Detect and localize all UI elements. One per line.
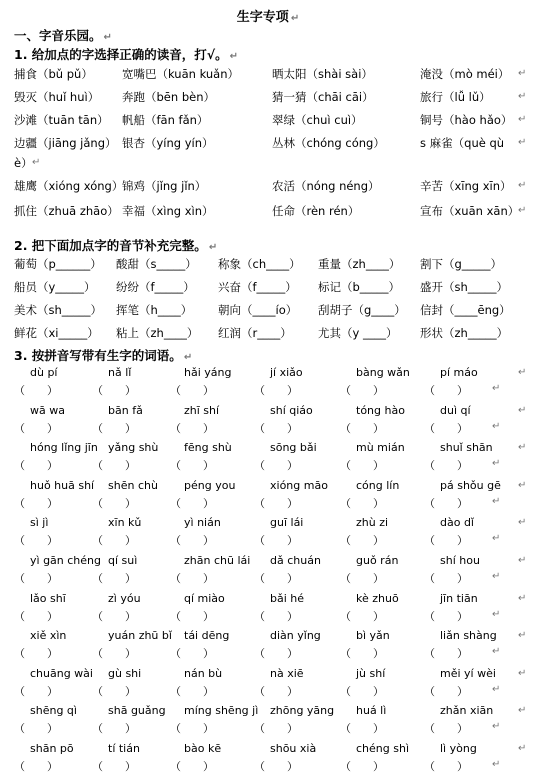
answer-blank: （ ） [92, 497, 136, 510]
pinyin-prompt: huá lì [356, 704, 387, 717]
pinyin-prompt: nà xiē [270, 667, 304, 680]
answer-blank: （ ） [170, 459, 214, 472]
pinyin-prompt: shān pō [30, 742, 74, 755]
pinyin-prompt: hóng lǐng jīn [30, 441, 98, 454]
answer-blank: （ ） [14, 384, 58, 397]
answer-blank: （ ） [424, 610, 468, 623]
pinyin-prompt: nǎ lǐ [108, 366, 132, 379]
pinyin-prompt: qí suì [108, 554, 138, 567]
pinyin-prompt: sì jì [30, 516, 49, 529]
answer-blank: （ ） [92, 459, 136, 472]
answer-blank: （ ） [340, 497, 384, 510]
answer-blank: （ ） [424, 459, 468, 472]
paragraph-mark-icon: ↵ [492, 571, 501, 582]
answer-blank: （ ） [14, 610, 58, 623]
reading-choice-item: 雄鹰（xióng xóng） [14, 179, 124, 193]
answer-blank: （ ） [254, 422, 298, 435]
pinyin-prompt: zhī shí [184, 404, 220, 417]
answer-blank: （ ） [254, 459, 298, 472]
syllable-fill-item: 盛开（sh_____） [420, 280, 509, 294]
paragraph-mark-icon: ↵ [492, 684, 501, 695]
reading-choice-item: 奔跑（bēn bèn） [122, 90, 215, 104]
pinyin-prompt: tí tián [108, 742, 140, 755]
answer-blank: （ ） [340, 760, 384, 773]
answer-blank: （ ） [92, 722, 136, 735]
pinyin-prompt: jí xiǎo [270, 366, 303, 379]
paragraph-mark-icon: ↵ [290, 13, 300, 24]
paragraph-mark-icon: ↵ [518, 705, 527, 716]
pinyin-prompt: shuǐ shān [440, 441, 493, 454]
pinyin-prompt: cóng lín [356, 479, 400, 492]
pinyin-prompt: guī lái [270, 516, 304, 529]
answer-blank: （ ） [254, 610, 298, 623]
pinyin-prompt: shēn chù [108, 479, 158, 492]
paragraph-mark-icon: ↵ [492, 759, 501, 770]
pinyin-prompt: shā guǎng [108, 704, 166, 717]
pinyin-prompt: bì yǎn [356, 629, 390, 642]
reading-choice-item: 沙滩（tuān tān） [14, 113, 109, 127]
pinyin-prompt: xīn kǔ [108, 516, 142, 529]
reading-choice-item: 翠绿（chuì cuì） [272, 113, 363, 127]
reading-choice-item: 毁灭（huǐ huì） [14, 90, 100, 104]
answer-blank: （ ） [14, 534, 58, 547]
syllable-fill-item: 刮胡子（g____） [318, 303, 406, 317]
paragraph-mark-icon: ↵ [492, 646, 501, 657]
pinyin-prompt: qí miào [184, 592, 225, 605]
reading-choice-item: 任命（rèn rén） [272, 204, 360, 218]
syllable-fill-item: 信封（____ēng） [420, 303, 511, 317]
paragraph-mark-icon: ↵ [492, 533, 501, 544]
pinyin-prompt: yuán zhū bǐ [108, 629, 172, 642]
pinyin-prompt: wā wa [30, 404, 65, 417]
reading-choice-item: 淹没（mò méi） [420, 67, 510, 81]
pinyin-prompt: měi yí wèi [440, 667, 496, 680]
paragraph-mark-icon: ↵ [518, 668, 527, 679]
paragraph-mark-icon: ↵ [518, 743, 527, 754]
pinyin-prompt: hǎi yáng [184, 366, 232, 379]
answer-blank: （ ） [170, 497, 214, 510]
syllable-fill-item: 红润（r____） [218, 326, 292, 340]
paragraph-mark-icon: ↵ [492, 458, 501, 469]
pinyin-prompt: jīn tiān [440, 592, 478, 605]
answer-blank: （ ） [424, 647, 468, 660]
answer-blank: （ ） [14, 722, 58, 735]
pinyin-prompt: xiě xìn [30, 629, 67, 642]
reading-choice-item: 捕食（bǔ pǔ） [14, 67, 93, 81]
paragraph-mark-icon: ↵ [518, 91, 527, 102]
pinyin-prompt: bān fǎ [108, 404, 143, 417]
answer-blank: （ ） [92, 384, 136, 397]
answer-blank: （ ） [340, 685, 384, 698]
syllable-fill-item: 兴奋（f_____） [218, 280, 297, 294]
paragraph-mark-icon: ↵ [492, 421, 501, 432]
answer-blank: （ ） [340, 384, 384, 397]
pinyin-prompt: lì yòng [440, 742, 477, 755]
pinyin-prompt: guǒ rán [356, 554, 399, 567]
reading-choice-item: s 麻雀（què qù [420, 136, 505, 150]
answer-blank: （ ） [424, 497, 468, 510]
pinyin-prompt: fēng shù [184, 441, 232, 454]
syllable-fill-item: 尤其（y ____） [318, 326, 398, 340]
answer-blank: （ ） [14, 685, 58, 698]
syllable-fill-item: 形状（zh_____） [420, 326, 509, 340]
reading-choice-item: 宣布（xuān xān） [420, 204, 520, 218]
paragraph-mark-icon: ↵ [518, 137, 527, 148]
answer-blank: （ ） [340, 722, 384, 735]
paragraph-mark-icon: ↵ [492, 496, 501, 507]
paragraph-mark-icon: ↵ [103, 32, 112, 43]
reading-choice-item: 锦鸡（jǐng jǐn） [122, 179, 207, 193]
pinyin-prompt: tóng hào [356, 404, 405, 417]
syllable-fill-item: 割下（g_____） [420, 257, 503, 271]
syllable-fill-item: 朝向（____ío） [218, 303, 298, 317]
paragraph-mark-icon: ↵ [492, 721, 501, 732]
answer-blank: （ ） [254, 534, 298, 547]
pinyin-prompt: shí qiáo [270, 404, 313, 417]
paragraph-mark-icon: ↵ [183, 352, 193, 363]
pinyin-prompt: duì qí [440, 404, 471, 417]
pinyin-prompt: míng shēng jì [184, 704, 259, 717]
answer-blank: （ ） [14, 422, 58, 435]
pinyin-prompt: zhān chū lái [184, 554, 251, 567]
page-title: 生字专项 ↵ [236, 10, 300, 25]
reading-choice-item: 银杏（yíng yín） [122, 136, 214, 150]
pinyin-prompt: dù pí [30, 366, 58, 379]
pinyin-prompt: kè zhuō [356, 592, 399, 605]
reading-choice-item: 边疆（jiāng jǎng） [14, 136, 117, 150]
section3-heading: 3. 按拼音写带有生字的词语。 ↵ [14, 348, 193, 363]
paragraph-mark-icon: ↵ [518, 517, 527, 528]
paragraph-mark-icon: ↵ [208, 242, 218, 253]
pinyin-prompt: chuāng wài [30, 667, 93, 680]
reading-choice-item: 抓住（zhuā zhāo） [14, 204, 119, 218]
reading-choice-item: 猜一猜（chāi cāi） [272, 90, 374, 104]
answer-blank: （ ） [254, 572, 298, 585]
syllable-fill-item: 酸甜（s_____） [116, 257, 197, 271]
pinyin-prompt: tái dēng [184, 629, 230, 642]
answer-blank: （ ） [170, 685, 214, 698]
pinyin-prompt: zì yóu [108, 592, 141, 605]
pinyin-prompt: xióng māo [270, 479, 328, 492]
answer-blank: （ ） [14, 497, 58, 510]
section2-heading: 2. 把下面加点字的音节补充完整。 ↵ [14, 238, 218, 253]
pinyin-prompt: gù shi [108, 667, 142, 680]
pinyin-prompt: diàn yǐng [270, 629, 321, 642]
paragraph-mark-icon: ↵ [518, 205, 527, 216]
reading-choice-item: 晒太阳（shài sài） [272, 67, 373, 81]
syllable-fill-item: 粘上（zh____） [116, 326, 199, 340]
syllable-fill-item: 重量（zh____） [318, 257, 401, 271]
pinyin-prompt: bǎi hé [270, 592, 305, 605]
answer-blank: （ ） [254, 722, 298, 735]
pinyin-prompt: chéng shì [356, 742, 409, 755]
section1-heading: 一、字音乐园。 ↵ [14, 28, 112, 43]
answer-blank: （ ） [340, 422, 384, 435]
paragraph-mark-icon: ↵ [518, 405, 527, 416]
answer-blank: （ ） [424, 572, 468, 585]
answer-blank: （ ） [170, 722, 214, 735]
syllable-fill-item: 葡萄（p______） [14, 257, 102, 271]
pinyin-prompt: pá shǒu gē [440, 479, 501, 492]
paragraph-mark-icon: ↵ [518, 180, 527, 191]
answer-blank: （ ） [14, 459, 58, 472]
q1-instruction: 1. 给加点的字选择正确的读音，打√。 ↵ [14, 47, 239, 62]
paragraph-mark-icon: ↵ [518, 480, 527, 491]
paragraph-mark-icon: ↵ [518, 442, 527, 453]
answer-blank: （ ） [14, 647, 58, 660]
answer-blank: （ ） [170, 534, 214, 547]
syllable-fill-item: 美术（sh_____） [14, 303, 103, 317]
answer-blank: （ ） [170, 610, 214, 623]
answer-blank: （ ） [92, 422, 136, 435]
paragraph-mark-icon: ↵ [32, 157, 41, 168]
paragraph-mark-icon: ↵ [518, 630, 527, 641]
paragraph-mark-icon: ↵ [518, 593, 527, 604]
pinyin-prompt: yì gān chéng [30, 554, 101, 567]
answer-blank: （ ） [14, 572, 58, 585]
pinyin-prompt: bào kē [184, 742, 222, 755]
answer-blank: （ ） [170, 572, 214, 585]
paragraph-mark-icon: ↵ [518, 367, 527, 378]
answer-blank: （ ） [92, 610, 136, 623]
syllable-fill-item: 标记（b_____） [318, 280, 401, 294]
pinyin-prompt: yǎng shù [108, 441, 159, 454]
pinyin-prompt: dǎ chuán [270, 554, 321, 567]
pinyin-prompt: liǎn shàng [440, 629, 497, 642]
answer-blank: （ ） [92, 572, 136, 585]
pinyin-prompt: shōu xià [270, 742, 317, 755]
answer-blank: （ ） [424, 534, 468, 547]
pinyin-prompt: shí hou [440, 554, 480, 567]
syllable-fill-item: 船员（y_____） [14, 280, 96, 294]
pinyin-prompt: nán bù [184, 667, 223, 680]
answer-blank: （ ） [170, 384, 214, 397]
answer-blank: （ ） [170, 647, 214, 660]
answer-blank: （ ） [424, 384, 468, 397]
pinyin-prompt: shēng qì [30, 704, 77, 717]
syllable-fill-item: 称象（ch____） [218, 257, 301, 271]
reading-choice-item: 宽嘴巴（kuān kuǎn） [122, 67, 240, 81]
pinyin-prompt: péng you [184, 479, 236, 492]
pinyin-prompt: dào dǐ [440, 516, 474, 529]
answer-blank: （ ） [170, 422, 214, 435]
answer-blank: （ ） [92, 534, 136, 547]
answer-blank: （ ） [424, 685, 468, 698]
answer-blank: （ ） [254, 497, 298, 510]
reading-choice-item: 旅行（lǚ lǔ） [420, 90, 491, 104]
paragraph-mark-icon: ↵ [492, 609, 501, 620]
pinyin-prompt: zhǎn xiān [440, 704, 494, 717]
answer-blank: （ ） [92, 760, 136, 773]
answer-blank: （ ） [254, 685, 298, 698]
pinyin-prompt: lǎo shī [30, 592, 66, 605]
pinyin-prompt: huǒ huā shí [30, 479, 95, 492]
answer-blank: （ ） [340, 647, 384, 660]
reading-choice-item: 丛林（chóng cóng） [272, 136, 385, 150]
answer-blank: （ ） [340, 610, 384, 623]
answer-blank: （ ） [424, 760, 468, 773]
pinyin-prompt: pí máo [440, 366, 478, 379]
paragraph-mark-icon: ↵ [518, 555, 527, 566]
answer-blank: （ ） [92, 685, 136, 698]
reading-choice-item: è） [14, 156, 33, 170]
syllable-fill-item: 纷纷（f_____） [116, 280, 195, 294]
answer-blank: （ ） [254, 760, 298, 773]
syllable-fill-item: 挥笔（h____） [116, 303, 193, 317]
answer-blank: （ ） [424, 722, 468, 735]
answer-blank: （ ） [254, 647, 298, 660]
reading-choice-item: 帆船（fān fǎn） [122, 113, 209, 127]
answer-blank: （ ） [340, 459, 384, 472]
answer-blank: （ ） [340, 572, 384, 585]
answer-blank: （ ） [254, 384, 298, 397]
paragraph-mark-icon: ↵ [518, 114, 527, 125]
pinyin-prompt: jù shí [356, 667, 386, 680]
paragraph-mark-icon: ↵ [229, 51, 239, 62]
pinyin-prompt: yì nián [184, 516, 221, 529]
reading-choice-item: 农活（nóng néng） [272, 179, 380, 193]
answer-blank: （ ） [340, 534, 384, 547]
pinyin-prompt: zhù zi [356, 516, 389, 529]
reading-choice-item: 辛苦（xīng xīn） [420, 179, 512, 193]
pinyin-prompt: zhōng yāng [270, 704, 335, 717]
answer-blank: （ ） [424, 422, 468, 435]
answer-blank: （ ） [14, 760, 58, 773]
reading-choice-item: 铜号（hào hǎo） [420, 113, 513, 127]
pinyin-prompt: sōng bǎi [270, 441, 317, 454]
pinyin-prompt: mù mián [356, 441, 405, 454]
answer-blank: （ ） [92, 647, 136, 660]
answer-blank: （ ） [170, 760, 214, 773]
paragraph-mark-icon: ↵ [492, 383, 501, 394]
paragraph-mark-icon: ↵ [518, 68, 527, 79]
pinyin-prompt: bàng wǎn [356, 366, 410, 379]
reading-choice-item: 幸福（xìng xìn） [122, 204, 214, 218]
syllable-fill-item: 鲜花（xi_____） [14, 326, 99, 340]
